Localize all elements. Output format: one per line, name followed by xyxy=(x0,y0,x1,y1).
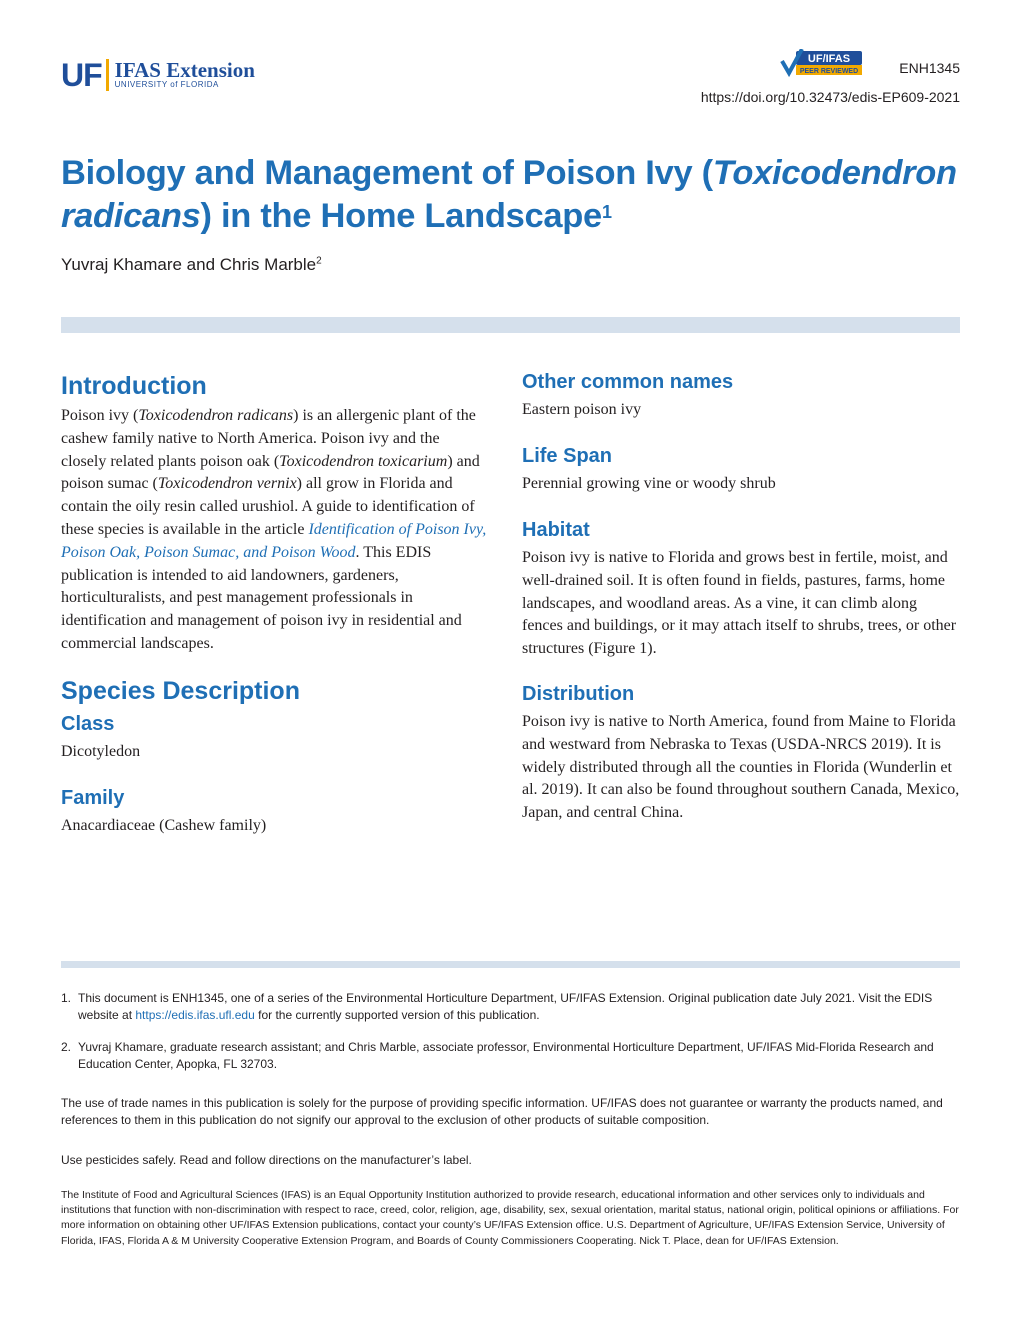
footnotes-divider xyxy=(61,961,960,968)
distribution-paragraph: Poison ivy is native to North America, found from Maine to Florida and westward from Nebraska to Texas (USDA-NRCS 2019). It is widely distributed through all the counties in Florida (Wunderlin et al. 2019). It can also be found throughout southern Canada, Mexico, Japan, and central China. xyxy=(522,713,960,822)
page-title xyxy=(61,152,961,238)
class-heading: Class xyxy=(61,713,115,735)
title-part-2: ) in the Home Landscape xyxy=(200,197,602,235)
introduction-heading: Introduction xyxy=(61,372,207,400)
footnote-1-number: 1. xyxy=(61,991,72,1005)
doi-link[interactable]: https://doi.org/10.32473/edis-EP609-2021 xyxy=(700,89,960,105)
trade-names-disclaimer: The use of trade names in this publication is solely for the purpose of providing specific information. UF/IFAS does not guarantee or warranty the products named, and references to them in this publication do not signify our approval to the exclusion of other products of suitable composition. xyxy=(61,1096,943,1127)
pesticide-notice: Use pesticides safely. Read and follow directions on the manufacturer’s label. xyxy=(61,1153,472,1167)
introduction-paragraph: Poison ivy (Toxicodendron radicans) is an allergenic plant of the cashew family native to North America. Poison ivy and the closely related plants poison oak (Toxicodendron toxicarium) and poison sumac (Toxicodendron vernix) all grow in Florida and contain the oily resin called urushiol. A guide to identification of these species is available in the article Identification of Poison Ivy, Poison Oak, Poison Sumac, and Poison Wood. This EDIS publication is intended to aid landowners, gardeners, horticulturalists, and pest management professionals in identification and management of poison ivy in residential and commercial landscapes. xyxy=(61,407,487,652)
identification-article-link[interactable]: Identification of Poison Ivy, Poison Oak, Poison Sumac, and Poison Wood xyxy=(61,520,487,561)
species-description-heading: Species Description xyxy=(61,677,300,705)
footnote-2 xyxy=(61,1039,960,1073)
edis-website-link[interactable]: https://edis.ifas.ufl.edu xyxy=(135,1008,255,1022)
habitat-paragraph: Poison ivy is native to Florida and grows best in fertile, moist, and well-drained soil. It is often found in fields, pastures, farms, home landscapes, and woodland areas. As a vine, it can climb along fences and buildings, or it may attach itself to shrubs, trees, or other structures (Figure 1). xyxy=(522,549,957,658)
class-value: Dicotyledon xyxy=(61,743,141,760)
authors-names: Yuvraj Khamare and Chris Marble xyxy=(61,255,317,274)
footnote-2-text: Yuvraj Khamare, graduate research assistant; and Chris Marble, associate professor, Environmental Horticulture Department, UF/IFAS Mid-Florida Research and Education Center, Apopka, FL 32703. xyxy=(78,1040,934,1071)
footnote-1: 1. This document is ENH1345, one of a series of the Environmental Horticulture Department, UF/IFAS Extension. Original publication date July 2021. Visit the EDIS website at https://edis.ifas.ufl.edu for the currently supported version of this publication. xyxy=(61,991,933,1022)
family-heading: Family xyxy=(61,787,125,809)
footnote-2-number: 2. xyxy=(61,1040,72,1054)
document-number: ENH1345 xyxy=(899,60,960,76)
logo-text xyxy=(115,60,255,90)
logo-divider xyxy=(106,59,109,91)
family-value: Anacardiaceae (Cashew family) xyxy=(61,817,267,834)
habitat-heading: Habitat xyxy=(522,519,590,541)
badge-subtitle: PEER REVIEWED xyxy=(799,68,859,75)
authors xyxy=(61,255,322,275)
authors-footnote-marker: 2 xyxy=(316,255,322,267)
logo-university: UNIVERSITY of FLORIDA xyxy=(114,80,219,89)
peer-reviewed-badge xyxy=(780,49,864,79)
logo-ifas-extension: IFAS Extension xyxy=(114,58,255,82)
other-names-value: Eastern poison ivy xyxy=(522,401,642,418)
badge-title: UF/IFAS xyxy=(807,53,851,65)
title-footnote-marker: 1 xyxy=(601,202,612,222)
life-span-heading: Life Span xyxy=(522,445,613,467)
header-divider xyxy=(61,317,960,333)
title-part-1: Biology and Management of Poison Ivy ( xyxy=(61,154,713,192)
title-species: Toxicodendron radicans xyxy=(61,154,957,235)
uf-ifas-logo xyxy=(61,58,255,92)
life-span-value: Perennial growing vine or woody shrub xyxy=(522,475,776,492)
logo-uf-mark: UF xyxy=(61,57,102,93)
equal-opportunity-statement: The Institute of Food and Agricultural Sciences (IFAS) is an Equal Opportunity Institution authorized to provide research, educational information and other services only to individuals and institutions that function with non-discrimination with respect to race, creed, color, religion, age, disability, sex, sexual orientation, marital status, national origin, political opinions or affiliations. For more information on obtaining other UF/IFAS Extension publications, contact your county’s UF/IFAS Extension office. U.S. Department of Agriculture, UF/IFAS Extension Service, University of Florida, IFAS, Florida A & M University Cooperative Extension Program, and Boards of County Commissioners Cooperating. Nick T. Place, dean for UF/IFAS Extension. xyxy=(61,1189,959,1247)
distribution-heading: Distribution xyxy=(522,683,635,705)
other-names-heading: Other common names xyxy=(522,371,734,393)
